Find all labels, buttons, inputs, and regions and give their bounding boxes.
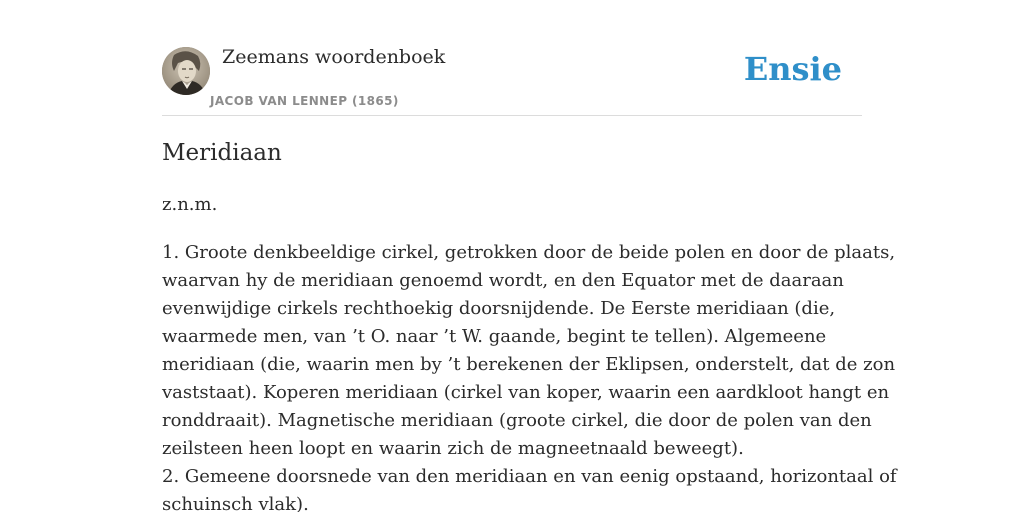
definition-line: 2. Gemeene doorsnede van den meridiaan en van eenig opstaand, horizontaal of [162, 466, 897, 487]
dictionary-author: JACOB VAN LENNEP (1865) [210, 94, 399, 108]
entry-term: Meridiaan [162, 140, 282, 166]
definition-line: meridiaan (die, waarin men by ’t berekenen der Eklipsen, onderstelt, dat de zon [162, 354, 896, 375]
page-container [162, 0, 897, 512]
definition-line: vaststaat). Koperen meridiaan (cirkel van koper, waarin een aardkloot hangt en [162, 382, 890, 403]
definition-line: schuinsch vlak). [162, 494, 309, 512]
definition-line: waarmede men, van ’t O. naar ’t W. gaande, begint te tellen). Algemeene [162, 326, 827, 347]
definition-line: evenwijdige cirkels rechthoekig doorsnijdende. De Eerste meridiaan (die, [162, 298, 836, 319]
part-of-speech: z.n.m. [162, 194, 218, 215]
author-avatar[interactable] [162, 47, 210, 95]
definition-line: ronddraait). Magnetische meridiaan (groote cirkel, die door de polen van den [162, 410, 872, 431]
definition-line: zeilsteen heen loopt en waarin zich de magneetnaald beweegt). [162, 438, 744, 459]
dictionary-title[interactable]: Zeemans woordenboek [222, 46, 446, 68]
definition-line: 1. Groote denkbeeldige cirkel, getrokken door de beide polen en door de plaats, [162, 242, 896, 263]
entry-definition [162, 239, 897, 512]
ensie-logo-link[interactable]: Ensie [743, 50, 842, 88]
definition-line: waarvan hy de meridiaan genoemd wordt, en den Equator met de daaraan [162, 270, 844, 291]
dictionary-header [162, 0, 862, 116]
portrait-avatar-icon [162, 47, 210, 95]
